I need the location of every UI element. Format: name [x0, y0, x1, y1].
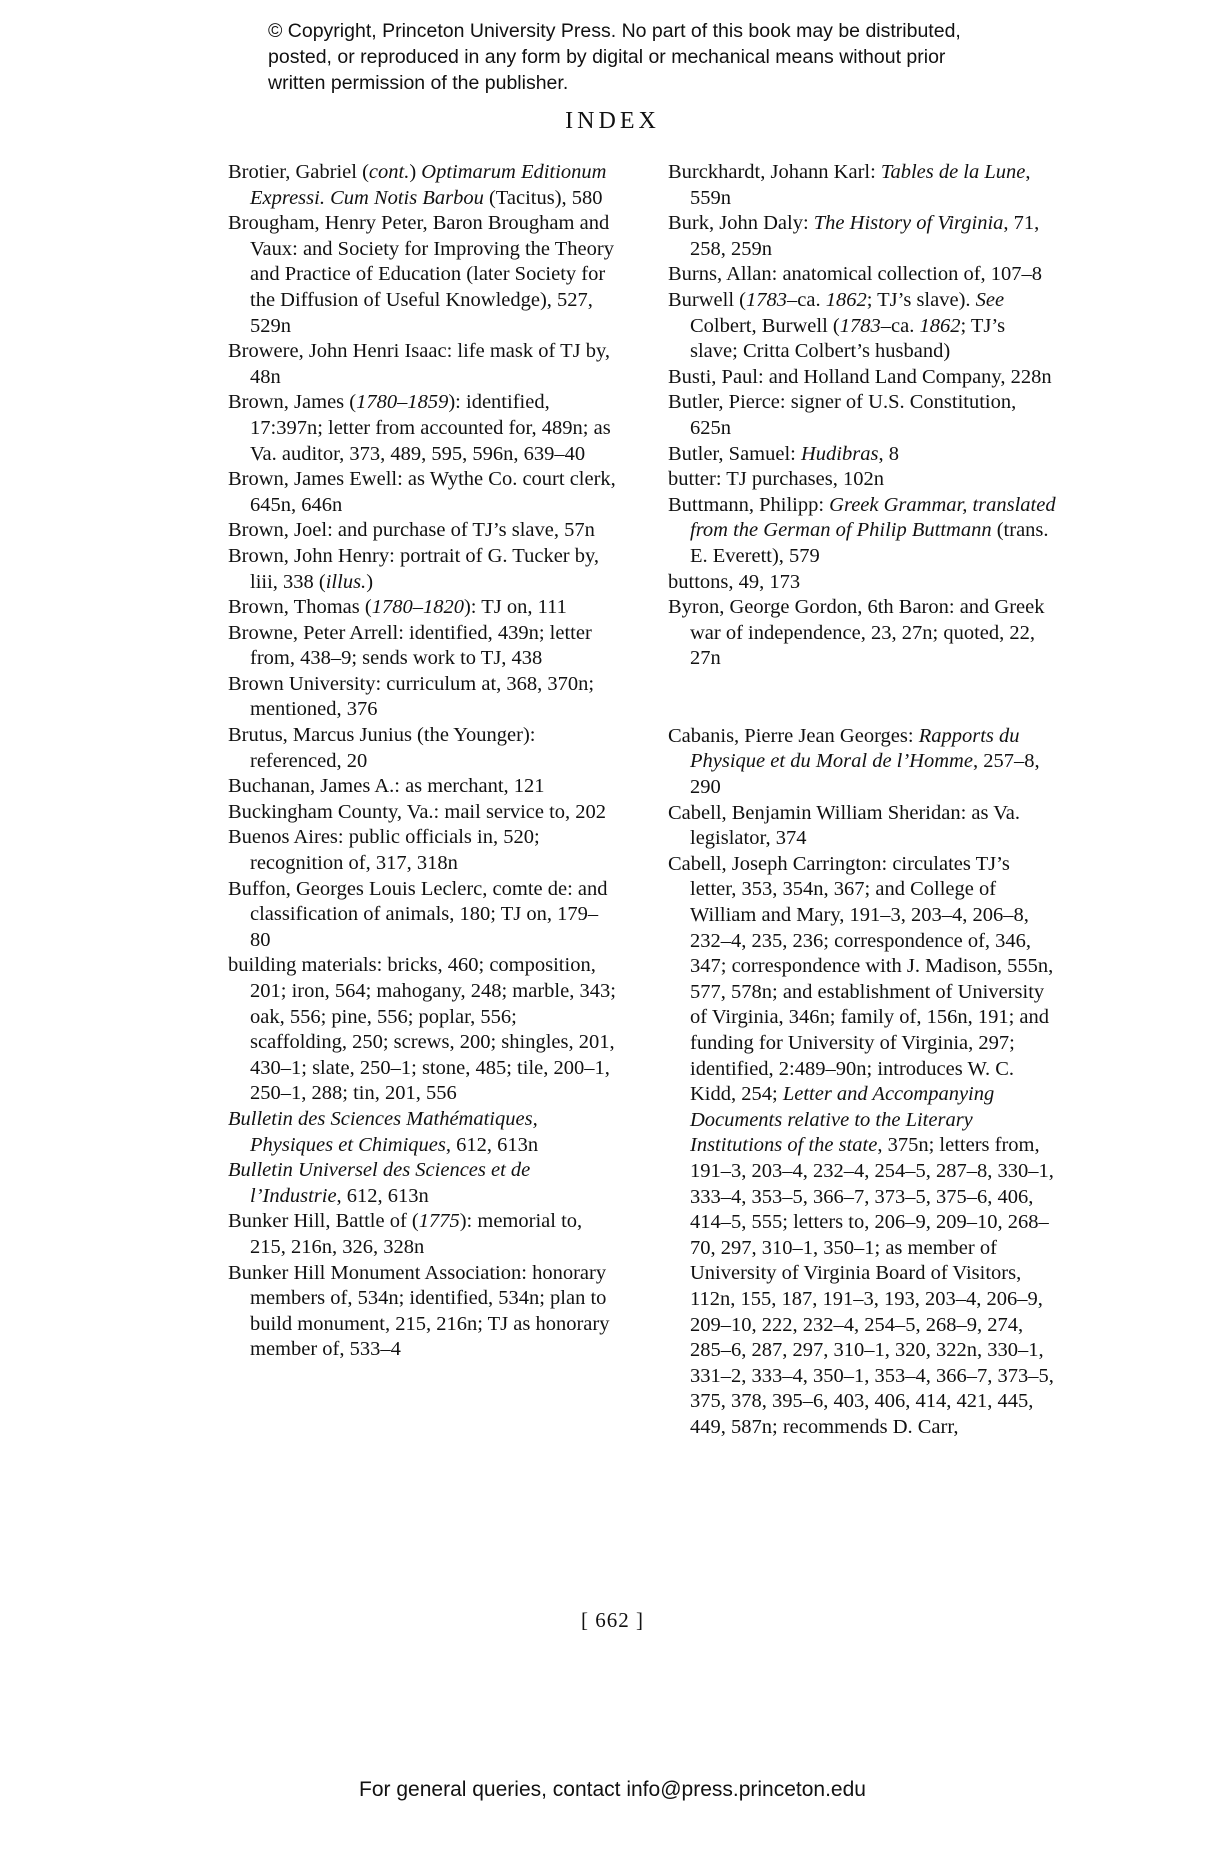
index-entry: building materials: bricks, 460; composition, 201; iron, 564; mahogany, 248; marble, 343; oak, 556; pine, 556; poplar, 556; scaffolding, 250; screws, 200; shingles, 201, 430–1; slate, 250–1; stone, 485; tile, 200–1, 250–1, 288; tin, 201, 556	[228, 954, 616, 1105]
index-entry: buttons, 49, 173	[668, 570, 801, 593]
index-entry: Brotier, Gabriel (cont.) Optimarum Editionum Expressi. Cum Notis Barbou (Tacitus), 580	[228, 161, 607, 209]
index-entry: Buffon, Georges Louis Leclerc, comte de: and classification of animals, 180; TJ on, 179–80	[228, 877, 608, 951]
footer-queries-text: For general queries, contact info@press.princeton.edu	[359, 1778, 866, 1801]
index-entry: Bunker Hill, Battle of (1775): memorial to, 215, 216n, 326, 328n	[228, 1210, 583, 1258]
index-entry: Bulletin des Sciences Mathématiques, Physiques et Chimiques, 612, 613n	[228, 1107, 539, 1156]
index-entry: Burckhardt, Johann Karl: Tables de la Lune, 559n	[668, 161, 1031, 209]
letter-section-gap	[668, 672, 1058, 724]
index-entry: Browne, Peter Arrell: identified, 439n; letter from, 438–9; sends work to TJ, 438	[228, 621, 592, 670]
index-column-right	[668, 160, 1058, 1441]
index-entry: Brown, James (1780–1859): identified, 17:397n; letter from accounted for, 489n; as Va. auditor, 373, 489, 595, 596n, 639–40	[228, 391, 611, 465]
index-entry: Brutus, Marcus Junius (the Younger): referenced, 20	[228, 724, 536, 772]
index-entry: Brown, Joel: and purchase of TJ’s slave, 57n	[228, 519, 595, 542]
index-entry: Brougham, Henry Peter, Baron Brougham and Vaux: and Society for Improving the Theory and Practice of Education (later Society for the Diffusion of Useful Knowledge), 527, 529n	[228, 212, 614, 337]
index-column-left	[228, 160, 618, 1441]
index-columns	[228, 160, 1058, 1441]
index-entry: Brown, John Henry: portrait of G. Tucker by, liii, 338 (illus.)	[228, 544, 600, 593]
index-entry: Bunker Hill Monument Association: honorary members of, 534n; identified, 534n; plan to build monument, 215, 216n; TJ as honorary member of, 533–4	[228, 1261, 610, 1361]
index-entry: Burk, John Daly: The History of Virginia, 71, 258, 259n	[668, 212, 1040, 260]
index-entry: Brown, Thomas (1780–1820): TJ on, 111	[228, 596, 567, 619]
index-entry: Burwell (1783–ca. 1862; TJ’s slave). See Colbert, Burwell (1783–ca. 1862; TJ’s slave; Critta Colbert’s husband)	[668, 288, 1006, 363]
index-entry: Bulletin Universel des Sciences et de l’Industrie, 612, 613n	[228, 1159, 531, 1207]
index-entry: Burns, Allan: anatomical collection of, 107–8	[668, 263, 1043, 286]
index-entry: Browere, John Henri Isaac: life mask of TJ by, 48n	[228, 340, 610, 388]
index-entry: Cabell, Joseph Carrington: circulates TJ’s letter, 353, 354n, 367; and College of William and Mary, 191–3, 203–4, 206–8, 232–4, 235, 236; correspondence of, 346, 347; correspondence with J. Madison, 555n, 577, 578n; and establishment of University of Virginia, 346n; family of, 156n, 191; and funding for University of Virginia, 297; identified, 2:489–90n; introduces W. C. Kidd, 254; Letter and Accompanying Documents relative to the Literary Institutions of the state, 375n; letters from, 191–3, 203–4, 232–4, 254–5, 287–8, 330–1, 333–4, 353–5, 366–7, 373–5, 375–6, 406, 414–5, 555; letters to, 206–9, 209–10, 268–70, 297, 310–1, 350–1; as member of University of Virginia Board of Visitors, 112n, 155, 187, 191–3, 193, 203–4, 206–9, 209–10, 222, 232–4, 254–5, 268–9, 274, 285–6, 287, 297, 310–1, 320, 322n, 330–1, 331–2, 333–4, 350–1, 353–4, 366–7, 373–5, 375, 378, 395–6, 403, 406, 414, 421, 445, 449, 587n; recommends D. Carr,	[668, 852, 1054, 1438]
index-entry: Buckingham County, Va.: mail service to, 202	[228, 800, 607, 823]
index-entry: Brown, James Ewell: as Wythe Co. court clerk, 645n, 646n	[228, 468, 616, 516]
page-number: [ 662 ]	[581, 1608, 644, 1632]
index-entry: butter: TJ purchases, 102n	[668, 468, 884, 491]
index-entry: Buchanan, James A.: as merchant, 121	[228, 775, 545, 798]
index-entry: Butler, Samuel: Hudibras, 8	[668, 442, 899, 465]
index-entry: Cabell, Benjamin William Sheridan: as Va. legislator, 374	[668, 801, 1020, 850]
index-entry: Butler, Pierce: signer of U.S. Constitution, 625n	[668, 391, 1017, 439]
page-title: INDEX	[565, 108, 660, 134]
index-entry: Cabanis, Pierre Jean Georges: Rapports du Physique et du Moral de l’Homme, 257–8, 290	[668, 724, 1040, 799]
index-entry: Brown University: curriculum at, 368, 370n; mentioned, 376	[228, 672, 595, 721]
index-entry: Byron, George Gordon, 6th Baron: and Greek war of independence, 23, 27n; quoted, 22, 27n	[668, 596, 1045, 670]
copyright-notice: © Copyright, Princeton University Press. No part of this book may be distributed, posted, or reproduced in any form by digital or mechanical means without prior written permission of the publisher.	[268, 20, 961, 94]
index-entry: Buttmann, Philipp: Greek Grammar, translated from the German of Philip Buttmann (trans. E. Everett), 579	[668, 493, 1056, 567]
index-entry: Buenos Aires: public officials in, 520; recognition of, 317, 318n	[228, 826, 540, 875]
index-entry: Busti, Paul: and Holland Land Company, 228n	[668, 365, 1052, 388]
